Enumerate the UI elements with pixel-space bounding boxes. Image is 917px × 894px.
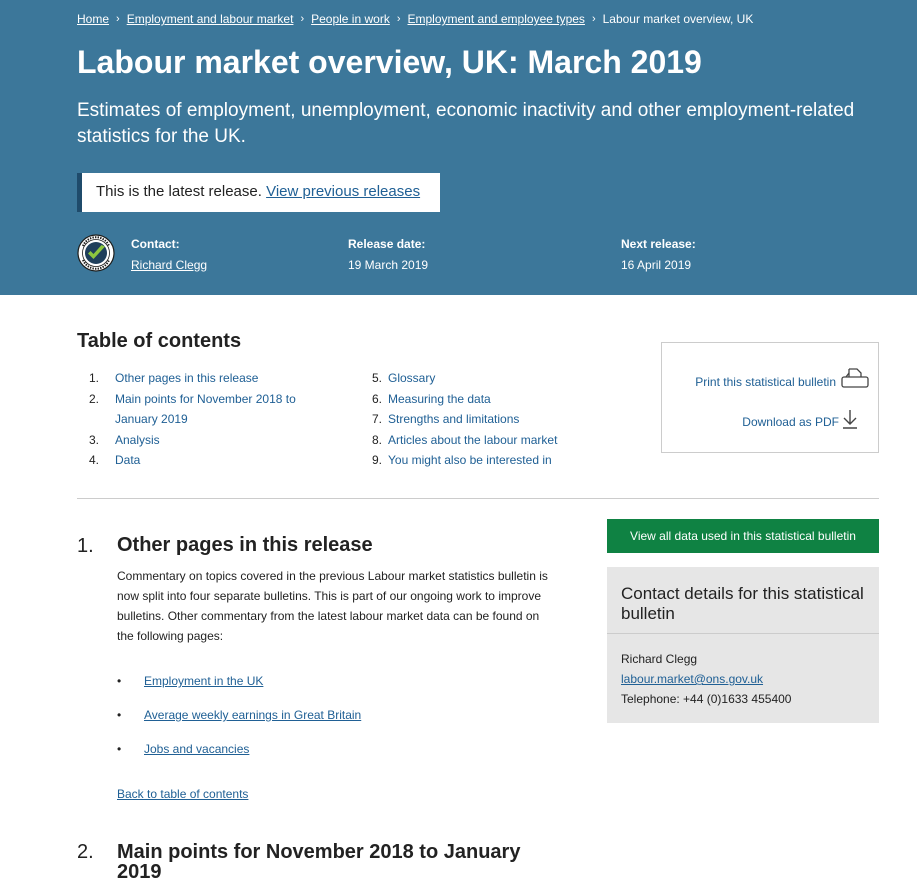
section-divider bbox=[77, 498, 879, 499]
toc-link-data[interactable]: Data bbox=[115, 453, 141, 467]
download-pdf-link[interactable] bbox=[742, 409, 858, 429]
section-1-paragraph: Commentary on topics covered in the previous Labour market statistics bulletin is now split into four separate bulletins. This is part of our ongoing work to improve bulletins. Other commentary from the latest labour market data can be found on the following pages: bbox=[117, 569, 548, 643]
release-date-label: Release date: bbox=[348, 237, 426, 251]
toc-title: Table of contents bbox=[77, 330, 242, 352]
chevron-right-icon: › bbox=[300, 13, 305, 25]
view-all-data-button[interactable]: View all data used in this statistical bulletin bbox=[607, 519, 879, 553]
contact-label: Contact: bbox=[131, 237, 180, 251]
section-2-number: 2. bbox=[77, 841, 94, 863]
toc-item bbox=[89, 389, 339, 430]
section-2-title: Main points for November 2018 to January 2019 bbox=[117, 841, 521, 883]
toc-item-number: 8. bbox=[372, 432, 383, 447]
toc-link-other-pages[interactable]: Other pages in this release bbox=[115, 371, 259, 385]
breadcrumb-employment-labour-market[interactable]: Employment and labour market bbox=[126, 12, 294, 26]
release-date-value: 19 March 2019 bbox=[348, 258, 429, 272]
contact-telephone: Telephone: +44 (0)1633 455400 bbox=[621, 692, 792, 706]
toc-item bbox=[89, 450, 339, 471]
breadcrumb-current: Labour market overview, UK bbox=[602, 12, 754, 26]
chevron-right-icon: › bbox=[396, 13, 401, 25]
contact-details-body bbox=[607, 634, 879, 709]
toc-link-articles[interactable]: Articles about the labour market bbox=[388, 432, 558, 447]
toc-item bbox=[89, 368, 339, 389]
national-statistics-icon bbox=[77, 234, 115, 272]
toc-item-number: 9. bbox=[372, 453, 383, 467]
toc-link-main-points[interactable]: Main points for November 2018 to January 2019 bbox=[115, 391, 296, 426]
list-item bbox=[117, 708, 361, 742]
view-previous-releases-link[interactable]: View previous releases bbox=[266, 183, 421, 200]
toc-item bbox=[372, 368, 612, 389]
contact-details-panel bbox=[607, 567, 879, 723]
next-release-value: 16 April 2019 bbox=[621, 258, 692, 272]
toc-item bbox=[372, 409, 612, 430]
toc-item-number: 1. bbox=[89, 371, 100, 385]
bullet-icon: • bbox=[117, 742, 122, 756]
toc-link-also-interested[interactable]: You might also be interested in bbox=[388, 453, 552, 467]
bullet-icon: • bbox=[117, 674, 122, 688]
chevron-right-icon: › bbox=[591, 13, 596, 25]
toc-item bbox=[372, 450, 612, 471]
employment-in-uk-link[interactable]: Employment in the UK bbox=[144, 674, 264, 688]
download-arrow-icon bbox=[842, 409, 858, 429]
back-to-toc-link[interactable]: Back to table of contents bbox=[117, 787, 249, 801]
toc-link-glossary[interactable]: Glossary bbox=[388, 371, 436, 385]
breadcrumb-home[interactable]: Home bbox=[77, 12, 110, 26]
section-1-title: Other pages in this release bbox=[117, 534, 373, 556]
page-subtitle: Estimates of employment, unemployment, economic inactivity and other employment-related statistics for the UK. bbox=[77, 100, 855, 147]
print-bulletin-link[interactable] bbox=[695, 367, 870, 389]
latest-release-notice bbox=[77, 173, 440, 212]
breadcrumb-employment-employee-types[interactable]: Employment and employee types bbox=[407, 12, 585, 26]
list-item bbox=[117, 742, 361, 776]
chevron-right-icon: › bbox=[116, 13, 120, 25]
jobs-and-vacancies-link[interactable]: Jobs and vacancies bbox=[144, 742, 250, 756]
next-release-label: Next release: bbox=[621, 237, 696, 251]
toc-item bbox=[89, 430, 339, 451]
contact-value bbox=[131, 258, 207, 272]
toc-link-measuring-data[interactable]: Measuring the data bbox=[388, 391, 491, 406]
toc-item-number: 4. bbox=[89, 453, 100, 467]
download-pdf-label: Download as PDF bbox=[742, 415, 839, 429]
toc-link-analysis[interactable]: Analysis bbox=[115, 432, 160, 447]
toc-item-number: 2. bbox=[89, 391, 100, 406]
breadcrumb bbox=[77, 12, 753, 26]
print-bulletin-label: Print this statistical bulletin bbox=[695, 375, 836, 389]
contact-person-name: Richard Clegg bbox=[621, 652, 698, 666]
breadcrumb-people-in-work[interactable]: People in work bbox=[311, 12, 390, 26]
contact-details-title: Contact details for this statistical bulletin bbox=[607, 567, 879, 634]
toc-item-number: 5. bbox=[372, 371, 383, 385]
print-download-panel bbox=[661, 342, 879, 453]
latest-release-text: This is the latest release. bbox=[96, 183, 262, 200]
bullet-icon: • bbox=[117, 708, 122, 722]
page-title: Labour market overview, UK: March 2019 bbox=[77, 44, 702, 80]
section-1-links bbox=[117, 674, 361, 776]
toc-item-number: 7. bbox=[372, 412, 383, 426]
release-header bbox=[0, 0, 917, 295]
toc-item bbox=[372, 389, 612, 410]
toc-list-left bbox=[89, 368, 339, 471]
toc-item-number: 3. bbox=[89, 432, 100, 447]
toc-list-right bbox=[372, 368, 612, 471]
section-1-number: 1. bbox=[77, 535, 94, 557]
contact-email-link[interactable]: labour.market@ons.gov.uk bbox=[621, 672, 764, 686]
average-weekly-earnings-link[interactable]: Average weekly earnings in Great Britain bbox=[144, 708, 362, 722]
toc-item-number: 6. bbox=[372, 391, 383, 406]
contact-name-link[interactable]: Richard Clegg bbox=[131, 258, 208, 272]
printer-icon bbox=[840, 367, 870, 389]
toc-item bbox=[372, 430, 612, 451]
list-item bbox=[117, 674, 361, 708]
toc-link-strengths-limitations[interactable]: Strengths and limitations bbox=[388, 412, 520, 426]
